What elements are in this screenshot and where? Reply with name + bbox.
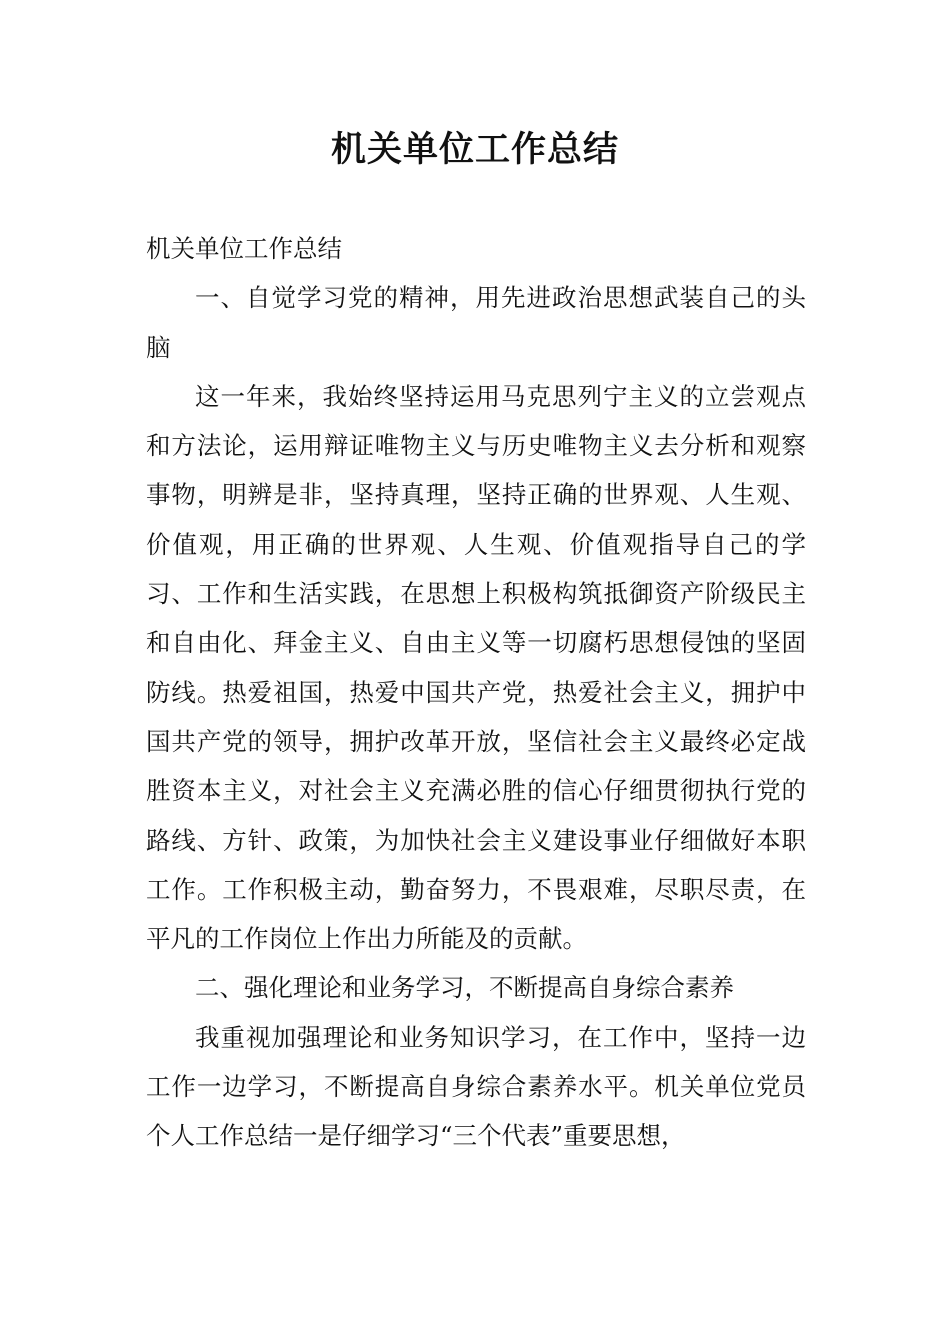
document-body bbox=[146, 224, 806, 1161]
document-title: 机关单位工作总结 bbox=[330, 130, 619, 170]
body-paragraph-1: 这一年来，我始终坚持运用马克思列宁主义的立尝观点和方法论，运用辩证唯物主义与历史唯物主义去分析和观察事物，明辨是非，坚持真理，坚持正确的世界观、人生观、价值观，用正确的世界观、人生观、价值观指导自己的学习、工作和生活实践，在思想上积极构筑抵御资产阶级民主和自由化、拜金主义、自由主义等一切腐朽思想侵蚀的坚固防线。热爱祖国，热爱中国共产党，热爱社会主义，拥护中国共产党的领导，拥护改革开放，坚信社会主义最终必定战胜资本主义，对社会主义充满必胜的信心仔细贯彻执行党的路线、方针、政策，为加快社会主义建设事业仔细做好本职工作。工作积极主动，勤奋努力，不畏艰难，尽职尽责，在平凡的工作岗位上作出力所能及的贡献。 bbox=[146, 381, 806, 954]
section-heading-1: 一、自觉学习党的精神，用先进政治思想武装自己的头脑 bbox=[146, 283, 806, 362]
section-heading-2: 二、强化理论和业务学习，不断提高自身综合素养 bbox=[195, 973, 734, 1003]
document-subtitle: 机关单位工作总结 bbox=[146, 234, 342, 263]
body-paragraph-2: 我重视加强理论和业务知识学习，在工作中，坚持一边工作一边学习，不断提高自身综合素养水平。机关单位党员个人工作总结一是仔细学习“三个代表”重要思想， bbox=[146, 1022, 806, 1151]
